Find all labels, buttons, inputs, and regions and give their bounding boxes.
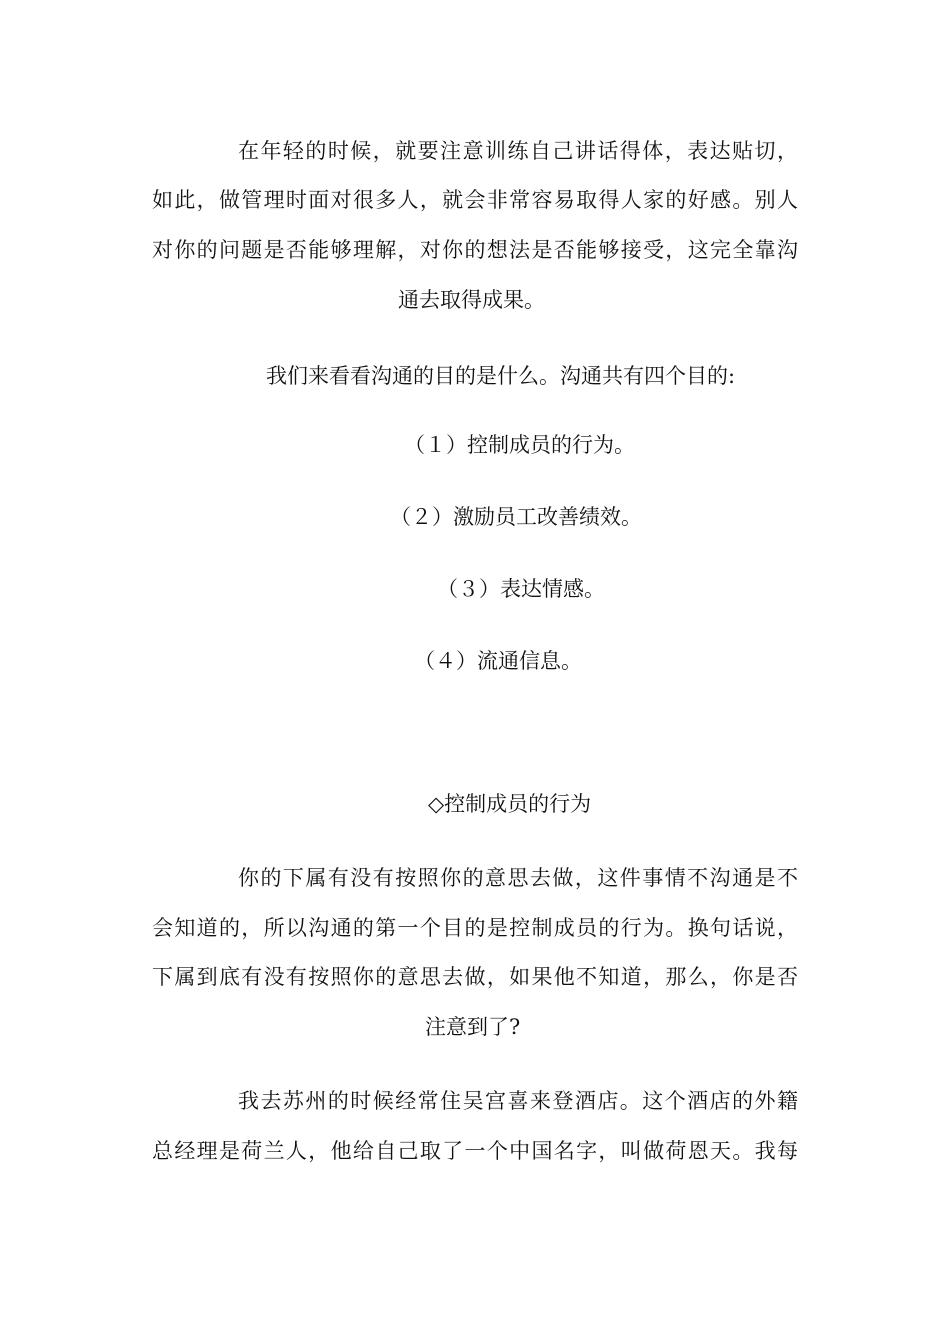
paragraph-4-line-2: 总经理是荷兰人，他给自己取了一个中国名字，叫做荷恩天。我每 bbox=[152, 1139, 798, 1163]
paragraph-2: 我们来看看沟通的目的是什么。沟通共有四个目的: bbox=[266, 364, 736, 388]
purpose-item-3: （３）表达情感。 bbox=[437, 577, 605, 601]
paragraph-1-line-4: 通去取得成果。 bbox=[398, 288, 545, 312]
paragraph-3-line-1: 你的下属有没有按照你的意思去做，这件事情不沟通是不 bbox=[238, 866, 798, 890]
paragraph-1-line-1: 在年轻的时候，就要注意训练自己讲话得体，表达贴切， bbox=[238, 139, 798, 163]
paragraph-1-line-3: 对你的问题是否能够理解，对你的想法是否能够接受，这完全靠沟 bbox=[152, 238, 798, 262]
purpose-item-1: （１）控制成员的行为。 bbox=[404, 433, 635, 457]
paragraph-3-line-3: 下属到底有没有按照你的意思去做，如果他不知道，那么，你是否 bbox=[152, 965, 798, 989]
paragraph-3-line-4: 注意到了? bbox=[425, 1015, 521, 1039]
paragraph-4-line-1: 我去苏州的时候经常住吴宫喜来登酒店。这个酒店的外籍 bbox=[238, 1089, 798, 1113]
section-heading: ◇控制成员的行为 bbox=[428, 792, 592, 816]
paragraph-1-line-2: 如此，做管理时面对很多人，就会非常容易取得人家的好感。别人 bbox=[152, 188, 798, 212]
purpose-item-4: （４）流通信息。 bbox=[414, 649, 582, 673]
purpose-item-2: （２）激励员工改善绩效。 bbox=[390, 505, 642, 529]
paragraph-3-line-2: 会知道的，所以沟通的第一个目的是控制成员的行为。换句话说， bbox=[152, 916, 798, 940]
